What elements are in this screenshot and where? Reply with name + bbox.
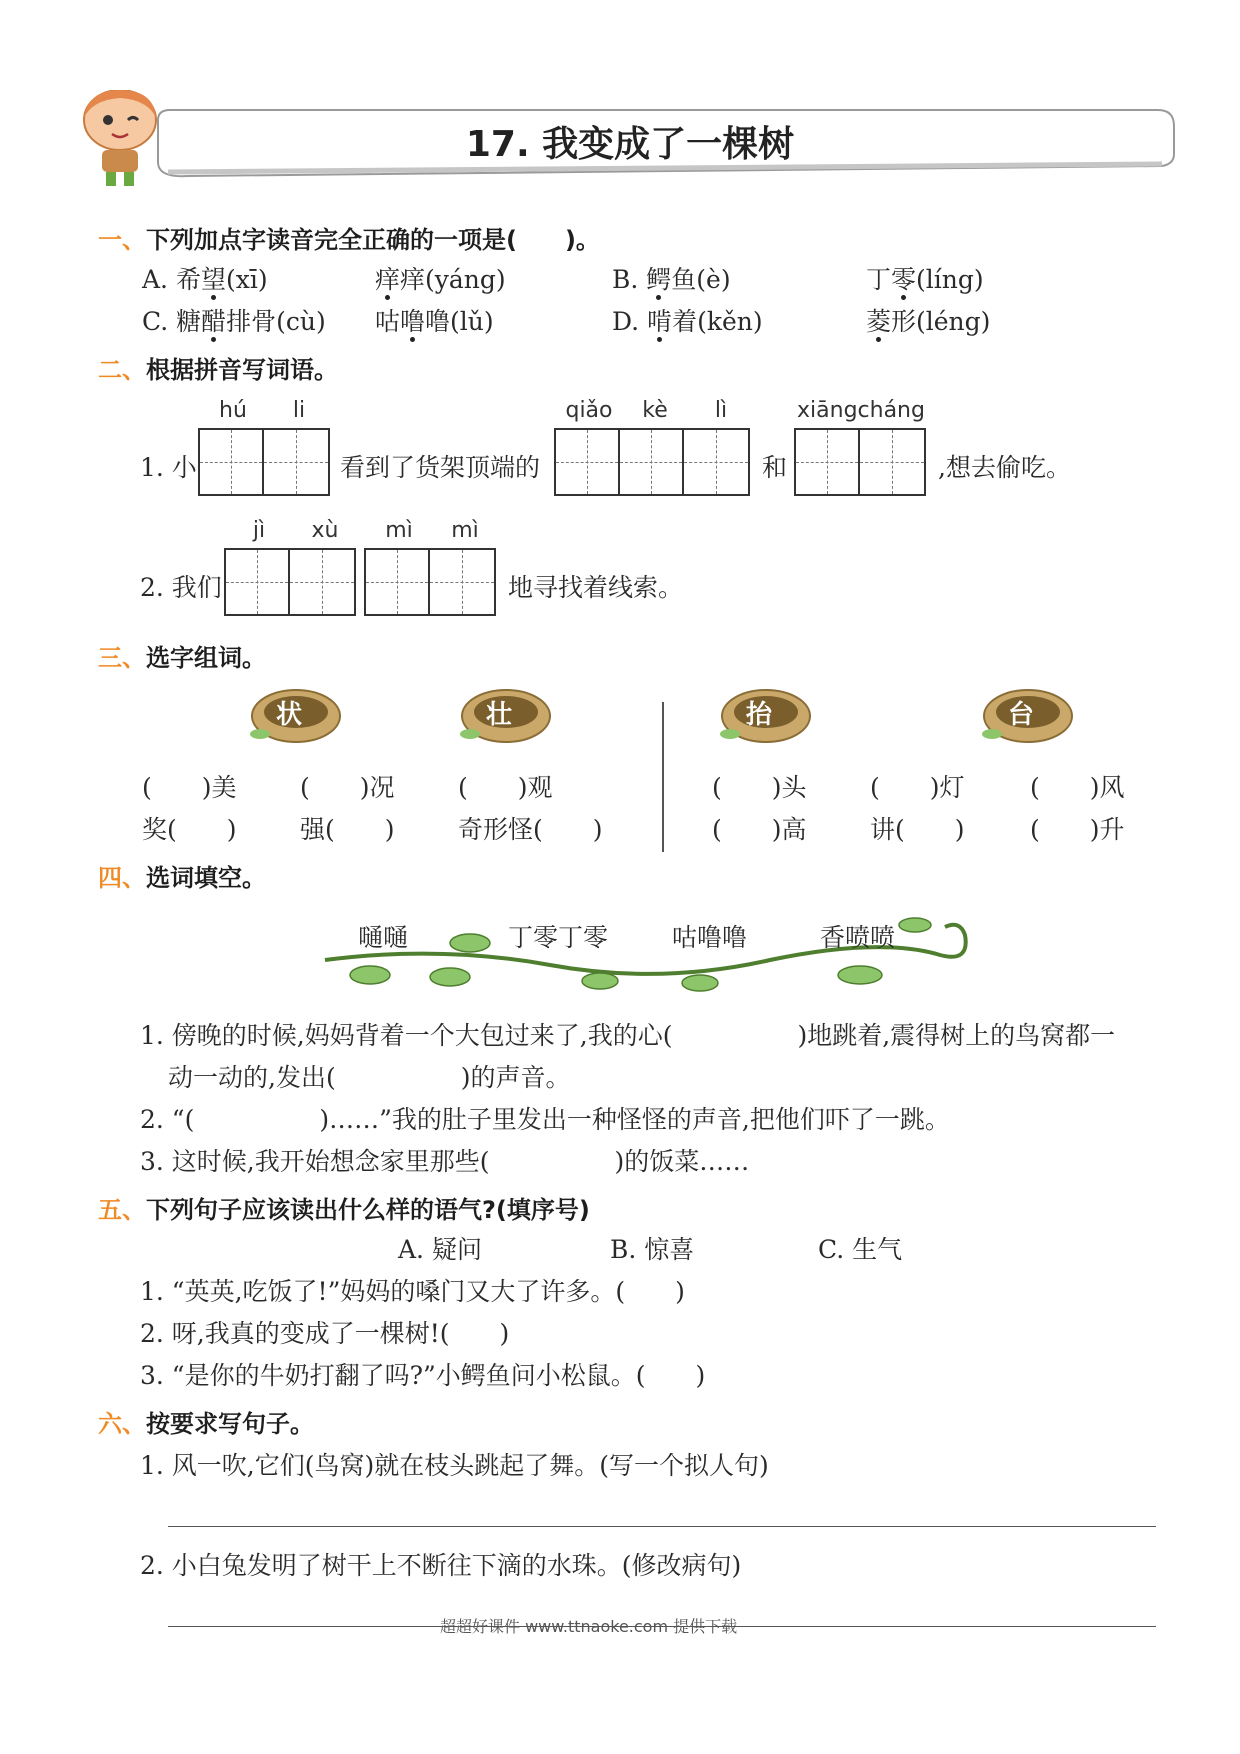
option-a-pinyin: (xī) bbox=[225, 265, 268, 294]
option-d2-text: 形(léng) bbox=[891, 307, 991, 336]
mascot-icon bbox=[58, 90, 178, 186]
section-1-heading bbox=[98, 220, 600, 255]
nest-char-1: 状 bbox=[276, 700, 303, 730]
section-4-heading bbox=[98, 858, 266, 893]
option-a2-dotted-char: 痒 bbox=[375, 265, 401, 294]
word-blank[interactable]: ( )升 bbox=[1030, 815, 1125, 844]
option-b-second bbox=[866, 260, 984, 296]
section-5-title: 下列句子应该读出什么样的语气?(填序号) bbox=[146, 1196, 590, 1224]
answer-cell[interactable] bbox=[290, 550, 354, 614]
s4-question-1: 1. 傍晚的时候,妈妈背着一个大包过来了,我的心( )地跳着,震得树上的鸟窝都一 bbox=[140, 1021, 1116, 1050]
option-b-text: B. bbox=[612, 265, 647, 294]
answer-cell[interactable] bbox=[200, 430, 264, 494]
pinyin-qiao: qiǎo bbox=[565, 398, 613, 423]
q1-end-text: ,想去偷吃。 bbox=[938, 453, 1071, 482]
page-title: 17. 我变成了一棵树 bbox=[465, 124, 795, 165]
option-d-dotted-char: 啃 bbox=[647, 307, 673, 336]
word-blank[interactable]: ( )头 bbox=[712, 773, 807, 802]
option-d-text: D. bbox=[612, 307, 648, 336]
footer-text: 超超好课件 www.ttnaoke.com 提供下载 bbox=[440, 1617, 738, 1636]
section-3-heading bbox=[98, 638, 266, 673]
pinyin-hu: hú bbox=[219, 398, 247, 423]
pinyin-ji: jì bbox=[252, 518, 266, 543]
section-6-title: 按要求写句子。 bbox=[146, 1410, 314, 1438]
answer-cell[interactable] bbox=[366, 550, 430, 614]
s5-question-3: 3. “是你的牛奶打翻了吗?”小鳄鱼问小松鼠。( ) bbox=[140, 1361, 706, 1390]
nest-char-3: 抬 bbox=[746, 700, 773, 730]
option-d2-dotted-char: 菱 bbox=[866, 307, 892, 336]
option-a-text: A. 希 bbox=[142, 265, 201, 294]
option-a bbox=[142, 260, 268, 296]
word-blank[interactable]: ( )风 bbox=[1030, 773, 1125, 802]
nest-char-2: 壮 bbox=[486, 700, 513, 730]
vine-word-3: 咕噜噜 bbox=[672, 923, 748, 952]
section-3-number: 三、 bbox=[98, 644, 146, 672]
option-c-text: C. 糖 bbox=[142, 307, 202, 336]
q2-end-text: 地寻找着线索。 bbox=[508, 573, 684, 602]
q1-and-text: 和 bbox=[762, 453, 788, 482]
answer-cell[interactable] bbox=[860, 430, 924, 494]
section-6-number: 六、 bbox=[98, 1410, 146, 1438]
pinyin-li: li bbox=[292, 398, 306, 423]
option-c2-dotted-char: 噜 bbox=[400, 307, 426, 336]
vine-word-4: 香喷喷 bbox=[820, 923, 896, 952]
section-1-title: 下列加点字读音完全正确的一项是( )。 bbox=[146, 226, 600, 254]
s4-question-2: 2. “( )……”我的肚子里发出一种怪怪的声音,把他们吓了一跳。 bbox=[140, 1105, 950, 1134]
word-blank[interactable]: ( )美 bbox=[142, 773, 237, 802]
option-b2-dotted-char: 零 bbox=[891, 265, 917, 294]
option-c-second bbox=[375, 302, 494, 338]
pinyin-mi: mì bbox=[385, 518, 413, 543]
nest-char-4: 台 bbox=[1008, 700, 1035, 730]
answer-grid-xiangchang[interactable] bbox=[794, 428, 926, 496]
s4-question-1-cont: 动一动的,发出( )的声音。 bbox=[168, 1063, 571, 1092]
word-blank[interactable]: ( )观 bbox=[458, 773, 553, 802]
section-3-divider bbox=[662, 702, 664, 852]
word-blank[interactable]: ( )况 bbox=[300, 773, 395, 802]
option-a-dotted-char: 望 bbox=[200, 265, 226, 294]
section-1-number: 一、 bbox=[98, 226, 146, 254]
q1-prefix: 1. 小 bbox=[140, 453, 197, 482]
answer-grid-jixu[interactable] bbox=[224, 548, 356, 616]
option-b bbox=[612, 260, 731, 296]
s4-question-3: 3. 这时候,我开始想念家里那些( )的饭菜…… bbox=[140, 1147, 750, 1176]
option-c2-pinyin: 噜(lǔ) bbox=[425, 307, 494, 336]
word-blank[interactable]: ( )灯 bbox=[870, 773, 965, 802]
answer-cell[interactable] bbox=[556, 430, 620, 494]
section-2-number: 二、 bbox=[98, 356, 146, 384]
answer-line-1[interactable] bbox=[168, 1526, 1156, 1527]
section-3-title: 选字组词。 bbox=[146, 644, 266, 672]
q1-middle-text: 看到了货架顶端的 bbox=[340, 453, 541, 482]
section-4-number: 四、 bbox=[98, 864, 146, 892]
word-blank[interactable]: 奖( ) bbox=[142, 815, 237, 844]
section-5-number: 五、 bbox=[98, 1196, 146, 1224]
answer-cell[interactable] bbox=[226, 550, 290, 614]
option-a2-text: 痒(yáng) bbox=[400, 265, 506, 294]
s5-option-a: A. 疑问 bbox=[398, 1235, 482, 1264]
pinyin-ke: kè bbox=[642, 398, 668, 423]
answer-cell[interactable] bbox=[796, 430, 860, 494]
answer-cell[interactable] bbox=[620, 430, 684, 494]
option-d-second bbox=[866, 302, 990, 338]
answer-grid-huli[interactable] bbox=[198, 428, 330, 496]
answer-grid-qiaokeli[interactable] bbox=[554, 428, 750, 496]
s5-question-2: 2. 呀,我真的变成了一棵树!( ) bbox=[140, 1319, 510, 1348]
q2-prefix: 2. 我们 bbox=[140, 573, 222, 602]
s5-option-c: C. 生气 bbox=[818, 1235, 903, 1264]
pinyin-xu: xù bbox=[311, 518, 339, 543]
s5-option-b: B. 惊喜 bbox=[610, 1235, 695, 1264]
vine-word-1: 嗵嗵 bbox=[358, 923, 409, 952]
word-blank[interactable]: 奇形怪( ) bbox=[458, 815, 603, 844]
section-4-title: 选词填空。 bbox=[146, 864, 266, 892]
s6-question-1: 1. 风一吹,它们(鸟窝)就在枝头跳起了舞。(写一个拟人句) bbox=[140, 1451, 769, 1480]
answer-grid-mimi[interactable] bbox=[364, 548, 496, 616]
option-a-second bbox=[375, 260, 506, 296]
pinyin-xiangchang: xiāngcháng bbox=[797, 398, 925, 423]
s6-question-2: 2. 小白兔发明了树干上不断往下滴的水珠。(修改病句) bbox=[140, 1551, 742, 1580]
answer-cell[interactable] bbox=[684, 430, 748, 494]
section-2-heading bbox=[98, 350, 338, 385]
word-blank[interactable]: ( )高 bbox=[712, 815, 807, 844]
option-d bbox=[612, 302, 763, 338]
option-c2-text: 咕 bbox=[375, 307, 401, 336]
option-c-dotted-char: 醋 bbox=[201, 307, 227, 336]
s5-question-1: 1. “英英,吃饭了!”妈妈的嗓门又大了许多。( ) bbox=[140, 1277, 685, 1306]
option-c-pinyin: 排骨(cù) bbox=[226, 307, 326, 336]
option-c bbox=[142, 302, 326, 338]
answer-cell[interactable] bbox=[430, 550, 494, 614]
word-blank[interactable]: 讲( ) bbox=[870, 815, 965, 844]
pinyin-mi2: mì bbox=[451, 518, 479, 543]
pinyin-li2: lì bbox=[714, 398, 728, 423]
section-5-heading bbox=[98, 1190, 590, 1225]
section-6-heading bbox=[98, 1404, 314, 1439]
section-2-title: 根据拼音写词语。 bbox=[146, 356, 338, 384]
vine-word-2: 丁零丁零 bbox=[508, 923, 609, 952]
option-b-dotted-char: 鳄 bbox=[646, 265, 672, 294]
option-d-pinyin: 着(kěn) bbox=[672, 307, 763, 336]
option-b2-pinyin: (líng) bbox=[916, 265, 984, 294]
word-blank[interactable]: 强( ) bbox=[300, 815, 395, 844]
option-b-pinyin: 鱼(è) bbox=[671, 265, 731, 294]
option-b2-text: 丁 bbox=[866, 265, 892, 294]
answer-cell[interactable] bbox=[264, 430, 328, 494]
